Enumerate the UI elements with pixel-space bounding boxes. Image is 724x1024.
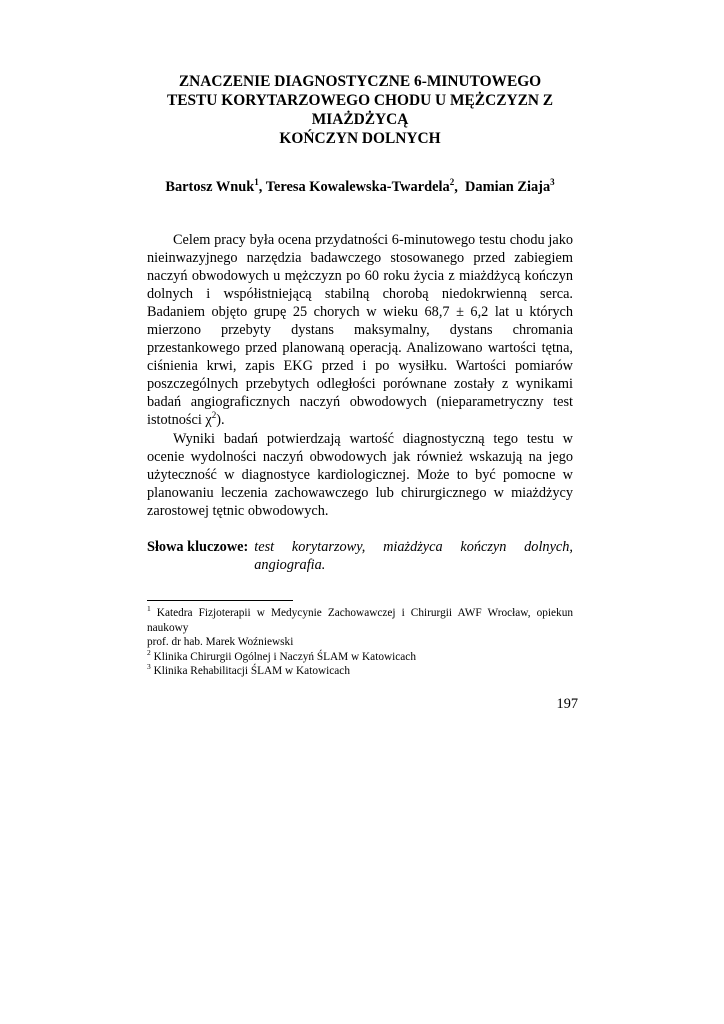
article-title [147, 72, 573, 148]
footnote-1-text: Katedra Fizjoterapii w Medycynie Zachowawczej i Chirurgii AWF Wrocław, opiekun naukowy [147, 607, 573, 634]
footnote-1 [147, 606, 573, 635]
footnote-1-marker: 1 [147, 604, 151, 614]
author-1-affiliation: 1 [254, 177, 259, 188]
keywords-label: Słowa kluczowe: [147, 538, 249, 555]
abstract-p1-text: Celem pracy była ocena przydatności 6-minutowego testu chodu jako nieinwazyjnego narzędzia badawczego stosowanego przed zabiegiem naczyń obwodowych u mężczyzn po 60 roku życia z miażdżycą kończyn dolnych i współistniejącą stabilną chorobą niedokrwienną serca. Badaniem objęto grupę 25 chorych w wieku 68,7 ± 6,2 lat u których mierzono przebyty dystans maksymalny, dystans chromania przestankowego przed planowaną operacją. Analizowano wartości tętna, ciśnienia krwi, zapis EKG przed i po wysiłku. Wartości pomiarów poszczególnych przebytych odległości porównane zostały z wynikami badań angiograficznych naczyń obwodowych (nieparametryczny test istotności χ [147, 232, 573, 429]
author-1-name: Bartosz Wnuk [165, 179, 255, 195]
abstract [147, 231, 573, 520]
page-number: 197 [556, 696, 578, 712]
author-3-affiliation: 3 [550, 177, 555, 188]
title-line-1: ZNACZENIE DIAGNOSTYCZNE 6-MINUTOWEGO [178, 73, 542, 90]
footnote-2-marker: 2 [147, 647, 151, 657]
author-3-name: Damian Ziaja [465, 179, 551, 195]
footnote-3 [147, 664, 573, 679]
title-line-4: KOŃCZYN DOLNYCH [279, 130, 441, 147]
footnote-1-continued: prof. dr hab. Marek Woźniewski [147, 636, 294, 648]
article-page [147, 72, 573, 574]
footnote-3-text: Klinika Rehabilitacji ŚLAM w Katowicach [150, 665, 350, 677]
abstract-paragraph-2: Wyniki badań potwierdzają wartość diagnostyczną tego testu w ocenie wydolności naczyń obwodowych jak również wskazują na jego użyteczność w diagnostyce kardiologicznej. Może to być pomocne w planowaniu leczenia zachowawczego lub chirurgicznego w miażdżycy zarostowej tętnic obwodowych. [147, 430, 573, 519]
abstract-p1-end: ). [216, 412, 225, 429]
footnote-2-text: Klinika Chirurgii Ogólnej i Naczyń ŚLAM w Katowicach [150, 650, 416, 663]
footnote-2 [147, 647, 573, 665]
author-list [147, 177, 573, 197]
author-separator: , [454, 179, 465, 195]
footnote-divider [147, 600, 293, 601]
chi-square-exponent: 2 [211, 410, 217, 421]
abstract-paragraph-1 [147, 231, 573, 430]
author-separator: , [258, 179, 266, 195]
footnotes [147, 606, 573, 679]
footnote-3-marker: 3 [147, 662, 151, 672]
author-2-name: Teresa Kowalewska-Twardela [265, 179, 450, 195]
keywords [147, 538, 573, 574]
title-line-3: MIAŻDŻYCĄ [311, 111, 409, 128]
author-2-affiliation: 2 [449, 177, 455, 188]
title-line-2: TESTU KORYTARZOWEGO CHODU U MĘŻCZYZN Z [166, 92, 554, 109]
keywords-text: test korytarzowy, miażdżyca kończyn dolnych, angiografia. [254, 538, 573, 573]
